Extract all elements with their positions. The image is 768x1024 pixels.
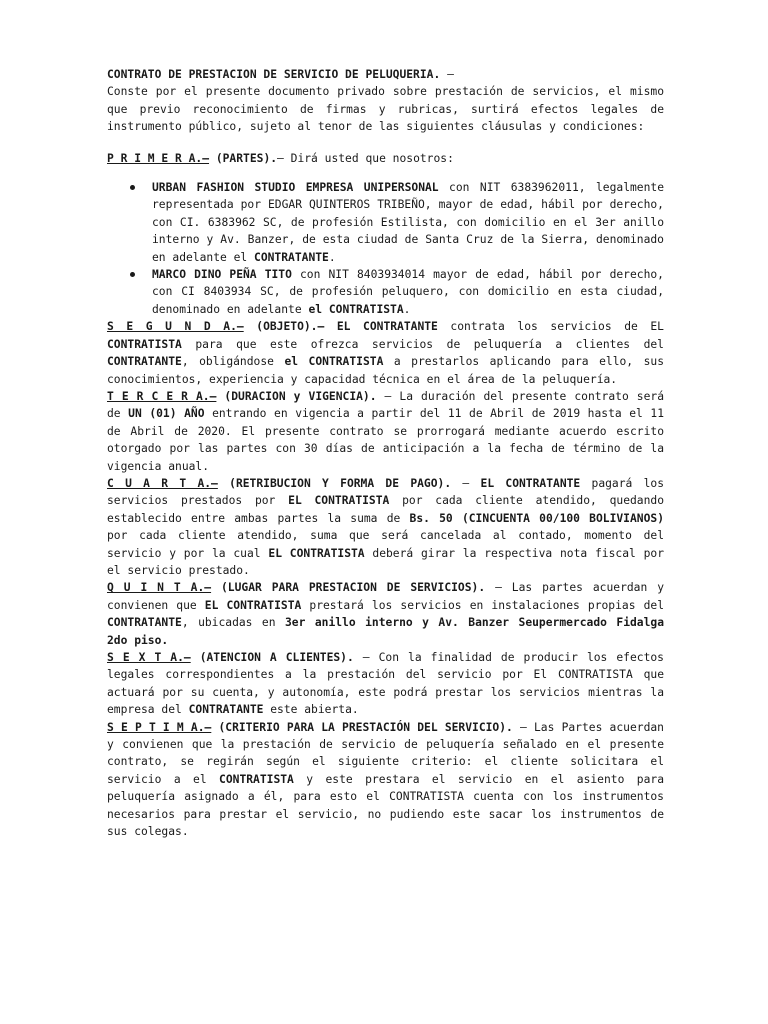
clause-quinta-label: Q U I N T A.–: [107, 581, 212, 595]
clause-text: este abierta.: [263, 703, 359, 717]
contract-title: CONTRATO DE PRESTACION DE SERVICIO DE PELUQUERIA.: [107, 68, 441, 81]
clause-text: , obligándose: [181, 355, 285, 369]
clause-text: por cada cliente atendido, suma que será cancelada al contado, momento del servicio y por la cual: [107, 529, 664, 560]
clause-text: – La duración del presente contrato será de: [107, 389, 664, 421]
clause-cuarta-heading: (RETRIBUCION Y FORMA DE PAGO).: [217, 476, 452, 490]
clause-sexta: [107, 649, 664, 719]
clause-septima-label: S E P T I M A.–: [107, 720, 212, 734]
clause-emphasis: CONTRATANTE: [107, 355, 182, 369]
clause-septima-heading: (CRITERIO PARA LA PRESTACIÓN DEL SERVICIO).: [211, 720, 513, 734]
clause-text: prestará los servicios en instalaciones propias del: [301, 598, 665, 612]
clause-text: , ubicadas en: [181, 616, 285, 630]
clause-emphasis: UN (01) AÑO: [128, 407, 205, 421]
party-name: URBAN FASHION STUDIO EMPRESA UNIPERSONAL: [152, 181, 439, 195]
clause-emphasis: EL CONTRATANTE: [480, 476, 581, 490]
clause-emphasis: EL CONTRATISTA: [204, 598, 302, 612]
clause-primera-label: P R I M E R A.–: [107, 151, 210, 165]
clause-text: y este prestara el servicio en el asiento para peluquería asignado a él, para esto el CONTRATISTA cuenta con los instrumentos necesarios para prestar el servicio, no pudiendo este sacar los instrumentos de sus colegas.: [107, 772, 664, 839]
clause-segunda-label: S E G U N D A.–: [107, 320, 244, 334]
clause-text: entrando en vigencia a partir del 11 de Abril de 2019 hasta el 11 de Abril de 2020. El presente contrato se prorrogará mediante acuerdo escrito otorgado por las partes con 30 días de anticipación a la fecha de término de la vigencia anual.: [107, 407, 665, 473]
clause-cuarta: [107, 475, 664, 579]
clause-emphasis: Bs. 50 (CINCUENTA 00/100 BOLIVIANOS): [409, 511, 664, 525]
party-details: con NIT 8403934014 mayor de edad, hábil por derecho, con CI 8403934 SC, de profesión peluquero, con domicilio en esta ciudad, denominado en adelante: [152, 268, 664, 316]
clause-emphasis: el CONTRATISTA: [284, 355, 384, 369]
clause-emphasis: EL CONTRATISTA: [268, 546, 365, 560]
clause-text: a prestarlos aplicando para ello, sus conocimientos, experiencia y capacidad técnica en el área de la peluquería.: [107, 355, 665, 386]
clause-emphasis: CONTRATISTA: [107, 337, 182, 351]
party-end: .: [328, 250, 336, 264]
clause-cuarta-label: C U A R T A.–: [107, 476, 218, 490]
parties-list: [107, 179, 664, 318]
clause-sexta-heading: (ATENCION A CLIENTES).: [190, 651, 354, 664]
intro-paragraph: Conste por el presente documento privado sobre prestación de servicios, el mismo que previo reconocimiento de firmas y rubricas, surtirá efectos legales de instrumento público, sujeto al tenor de las siguientes cláusulas y condiciones:: [107, 85, 664, 134]
clause-quinta-heading: (LUGAR PARA PRESTACION DE SERVICIOS).: [211, 581, 486, 595]
clause-text: contrata los servicios de EL: [437, 320, 664, 334]
clause-emphasis: 3er anillo interno y Av. Banzer Seupermercado Fidalga 2do piso.: [107, 616, 664, 647]
clause-emphasis: CONTRATANTE: [188, 703, 264, 717]
list-item: [107, 179, 664, 266]
party-role: el CONTRATISTA: [308, 302, 404, 316]
clause-tercera: [107, 388, 664, 475]
clause-text: – Las partes acuerdan y convienen que: [107, 581, 665, 612]
clause-tercera-label: T E R C E R A.–: [107, 389, 217, 403]
bullet-icon: [130, 185, 135, 190]
clause-emphasis: CONTRATANTE: [107, 616, 182, 630]
clause-primera: [107, 150, 664, 167]
clause-text: pagará los servicios prestados por: [107, 476, 665, 508]
clause-segunda-heading: (OBJETO).– EL CONTRATANTE: [243, 320, 438, 334]
party-details: con NIT 6383962011, legalmente representada por EDGAR QUINTEROS TRIBEÑO, mayor de edad, hábil por derecho, con CI. 6383962 SC, de profesión Estilista, con domicilio en el 3er anillo interno y Av. Banzer, de esta ciudad de Santa Cruz de la Sierra, denominado en adelante el: [152, 181, 664, 264]
clause-quinta: [107, 579, 664, 649]
party-role: CONTRATANTE: [254, 250, 329, 264]
party-end: .: [403, 302, 411, 316]
clause-text: para que este ofrezca servicios de peluquería a clientes del: [181, 337, 664, 351]
clause-emphasis: CONTRATISTA: [219, 772, 294, 786]
clause-segunda: [107, 318, 664, 388]
clause-text: –: [451, 476, 481, 490]
clause-septima: [107, 719, 664, 841]
clause-text: por cada cliente atendido, quedando establecido entre ambas partes la suma de: [107, 494, 665, 525]
clause-text: deberá girar la respectiva nota fiscal por el servicio prestado.: [107, 546, 664, 577]
clause-emphasis: EL CONTRATISTA: [288, 494, 390, 508]
contract-header: [107, 66, 664, 83]
clause-text: – Las Partes acuerdan y convienen que la prestación de servicio de peluquería señalado en el presente contrato, se regirán según el siguiente criterio: el cliente solicitara el servicio a el: [107, 720, 664, 786]
clause-primera-heading: (PARTES).: [209, 151, 278, 165]
bullet-icon: [130, 272, 135, 277]
title-dash: –: [440, 68, 454, 81]
clause-text: – Con la finalidad de producir los efectos legales correspondientes a la prestación del servicio por El CONTRATISTA que actuará por su cuenta, y autonomía, este podrá prestar los servicios mientras la empresa del: [107, 651, 664, 717]
clause-primera-text: – Dirá usted que nosotros:: [277, 151, 454, 165]
clause-tercera-heading: (DURACION y VIGENCIA).: [216, 389, 377, 403]
party-name: MARCO DINO PEÑA TITO: [152, 268, 292, 282]
clause-sexta-label: S E X T A.–: [107, 651, 191, 664]
list-item: [107, 266, 664, 318]
